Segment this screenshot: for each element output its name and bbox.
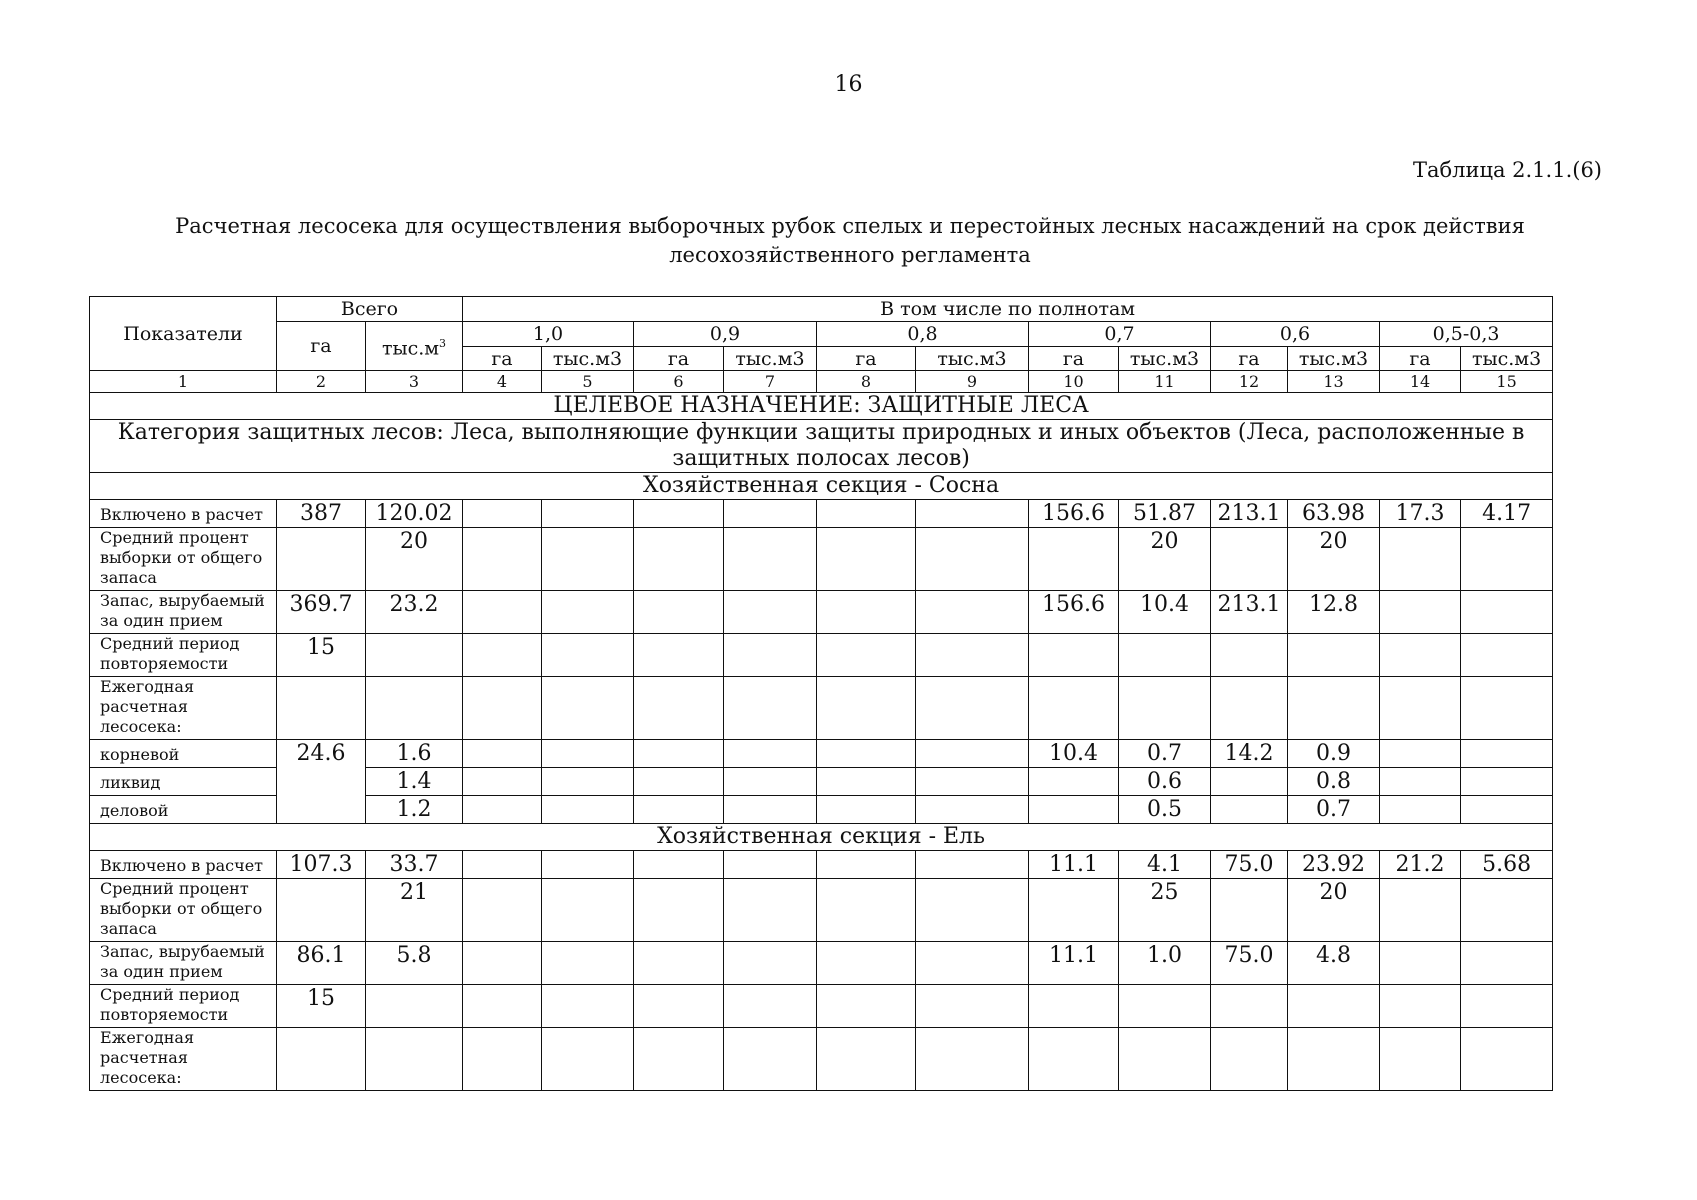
table-cell xyxy=(1380,879,1461,942)
table-cell xyxy=(634,879,724,942)
table-cell xyxy=(542,591,634,634)
table-cell: 14.2 xyxy=(1211,740,1288,768)
table-cell xyxy=(817,500,916,528)
row-label: Средний период повторяемости xyxy=(90,634,277,677)
table-cell xyxy=(1380,985,1461,1028)
table-cell xyxy=(817,677,916,740)
document-title: Расчетная лесосека для осуществления выборочных рубок спелых и перестойных лесных насаждений на срок действия лесохозяйственного регламента xyxy=(175,214,1525,267)
table-cell xyxy=(916,634,1029,677)
table-row xyxy=(90,851,1553,879)
table-row xyxy=(90,677,1553,740)
table-cell xyxy=(542,528,634,591)
table-cell xyxy=(634,500,724,528)
page-number: 16 xyxy=(834,72,863,97)
unit-ha: га xyxy=(634,347,724,371)
table-cell: 120.02 xyxy=(366,500,463,528)
table-cell xyxy=(542,851,634,879)
table-cell xyxy=(1461,528,1553,591)
table-cell: 15 xyxy=(277,634,366,677)
table-cell xyxy=(916,677,1029,740)
table-cell xyxy=(916,942,1029,985)
table-cell xyxy=(542,677,634,740)
row-label: Ежегодная расчетная лесосека: xyxy=(90,677,277,740)
table-cell xyxy=(724,985,817,1028)
table-cell xyxy=(463,851,542,879)
row-label: Средний процент выборки от общего запаса xyxy=(90,528,277,591)
table-cell xyxy=(916,985,1029,1028)
header-total: Всего xyxy=(277,297,463,322)
table-cell xyxy=(1211,1028,1288,1091)
header-density-0-7: 0,7 xyxy=(1029,322,1211,347)
unit-thous-m3: тыс.м3 xyxy=(1288,347,1380,371)
table-cell xyxy=(724,796,817,824)
table-cell xyxy=(1119,634,1211,677)
table-row xyxy=(90,740,1553,768)
column-number: 1 xyxy=(90,371,277,393)
table-row xyxy=(90,634,1553,677)
row-label: ликвид xyxy=(90,768,277,796)
column-number: 3 xyxy=(366,371,463,393)
table-cell xyxy=(1461,942,1553,985)
table-cell xyxy=(724,1028,817,1091)
table-cell xyxy=(463,1028,542,1091)
table-cell xyxy=(542,1028,634,1091)
superscript-3: 3 xyxy=(439,336,447,350)
table-cell xyxy=(1119,677,1211,740)
table-cell xyxy=(1119,985,1211,1028)
table-cell xyxy=(463,634,542,677)
table-cell xyxy=(1461,634,1553,677)
table-cell xyxy=(634,768,724,796)
table-cell xyxy=(542,942,634,985)
table-cell xyxy=(463,942,542,985)
column-number: 8 xyxy=(817,371,916,393)
table-row xyxy=(90,528,1553,591)
table-cell xyxy=(1461,768,1553,796)
table-cell xyxy=(634,985,724,1028)
row-label: Средний период повторяемости xyxy=(90,985,277,1028)
table-cell: 20 xyxy=(1288,528,1380,591)
unit-ha: га xyxy=(1211,347,1288,371)
table-cell: 0.9 xyxy=(1288,740,1380,768)
table-cell xyxy=(1380,768,1461,796)
table-cell: 51.87 xyxy=(1119,500,1211,528)
table-cell xyxy=(1461,985,1553,1028)
table-cell xyxy=(634,528,724,591)
table-cell xyxy=(1211,985,1288,1028)
table-cell xyxy=(542,768,634,796)
table-cell xyxy=(1461,879,1553,942)
table-cell: 213.1 xyxy=(1211,591,1288,634)
header-indicators: Показатели xyxy=(90,297,277,371)
row-label: Ежегодная расчетная лесосека: xyxy=(90,1028,277,1091)
table-cell xyxy=(366,634,463,677)
table-cell xyxy=(724,528,817,591)
unit-thous-m3: тыс.м3 xyxy=(1461,347,1553,371)
purpose-banner: ЦЕЛЕВОЕ НАЗНАЧЕНИЕ: ЗАЩИТНЫЕ ЛЕСА xyxy=(90,393,1553,420)
unit-ha: га xyxy=(1380,347,1461,371)
table-cell xyxy=(724,591,817,634)
row-label: Запас, вырубаемый за один прием xyxy=(90,591,277,634)
table-row xyxy=(90,879,1553,942)
table-cell: 1.4 xyxy=(366,768,463,796)
table-cell xyxy=(542,634,634,677)
unit-thous-m3: тыс.м3 xyxy=(542,347,634,371)
table-cell xyxy=(463,591,542,634)
table-cell: 156.6 xyxy=(1029,591,1119,634)
unit-ha: га xyxy=(817,347,916,371)
table-cell xyxy=(1380,591,1461,634)
table-cell xyxy=(1029,985,1119,1028)
table-cell: 0.8 xyxy=(1288,768,1380,796)
table-cell xyxy=(1029,796,1119,824)
column-number: 7 xyxy=(724,371,817,393)
table-cell xyxy=(1029,634,1119,677)
table-cell xyxy=(1119,1028,1211,1091)
table-cell xyxy=(724,677,817,740)
table-cell xyxy=(1288,634,1380,677)
column-number: 4 xyxy=(463,371,542,393)
header-density-1-0: 1,0 xyxy=(463,322,634,347)
table-cell xyxy=(1029,677,1119,740)
table-cell: 12.8 xyxy=(1288,591,1380,634)
header-total-volume-text: тыс.м xyxy=(381,337,440,360)
row-label: деловой xyxy=(90,796,277,824)
table-cell xyxy=(1461,677,1553,740)
table-cell xyxy=(1211,768,1288,796)
cutting-area-table xyxy=(89,296,1553,1091)
table-cell xyxy=(1380,942,1461,985)
table-cell xyxy=(724,942,817,985)
table-cell: 0.6 xyxy=(1119,768,1211,796)
category-banner: Категория защитных лесов: Леса, выполняющие функции защиты природных и иных объектов (Леса, расположенные в защитных полосах лесов) xyxy=(90,420,1553,473)
table-cell xyxy=(542,985,634,1028)
table-cell xyxy=(1380,1028,1461,1091)
table-cell xyxy=(817,942,916,985)
table-cell xyxy=(817,528,916,591)
table-cell xyxy=(634,796,724,824)
table-cell xyxy=(1288,985,1380,1028)
column-number: 5 xyxy=(542,371,634,393)
table-cell xyxy=(1211,677,1288,740)
row-label: Включено в расчет xyxy=(90,851,277,879)
section-header: Хозяйственная секция - Ель xyxy=(90,824,1553,851)
column-number: 13 xyxy=(1288,371,1380,393)
table-cell xyxy=(542,500,634,528)
section-header: Хозяйственная секция - Сосна xyxy=(90,473,1553,500)
column-number: 6 xyxy=(634,371,724,393)
table-cell xyxy=(366,1028,463,1091)
table-cell xyxy=(1380,634,1461,677)
table-cell xyxy=(463,768,542,796)
table-cell xyxy=(1211,634,1288,677)
table-cell xyxy=(277,1028,366,1091)
table-cell: 75.0 xyxy=(1211,851,1288,879)
table-cell xyxy=(916,796,1029,824)
header-density-0-5-0-3: 0,5-0,3 xyxy=(1380,322,1553,347)
table-cell xyxy=(1380,677,1461,740)
row-label: Средний процент выборки от общего запаса xyxy=(90,879,277,942)
row-label: Запас, вырубаемый за один прием xyxy=(90,942,277,985)
table-cell xyxy=(1461,1028,1553,1091)
table-cell: 1.0 xyxy=(1119,942,1211,985)
header-density-0-6: 0,6 xyxy=(1211,322,1380,347)
header-total-volume xyxy=(366,322,463,371)
header-total-ha: га xyxy=(277,322,366,371)
table-cell xyxy=(463,985,542,1028)
table-cell xyxy=(724,768,817,796)
column-number: 10 xyxy=(1029,371,1119,393)
table-cell: 11.1 xyxy=(1029,942,1119,985)
column-number: 15 xyxy=(1461,371,1553,393)
table-cell xyxy=(542,796,634,824)
table-cell xyxy=(1029,879,1119,942)
table-cell xyxy=(1211,796,1288,824)
table-cell: 11.1 xyxy=(1029,851,1119,879)
annual-ha-total: 24.6 xyxy=(277,740,366,824)
table-cell: 4.1 xyxy=(1119,851,1211,879)
table-cell xyxy=(916,500,1029,528)
table-cell xyxy=(1288,677,1380,740)
table-cell: 10.4 xyxy=(1029,740,1119,768)
table-cell: 369.7 xyxy=(277,591,366,634)
table-cell xyxy=(724,634,817,677)
table-cell: 25 xyxy=(1119,879,1211,942)
table-cell xyxy=(634,1028,724,1091)
table-cell xyxy=(1211,528,1288,591)
header-by-density: В том числе по полнотам xyxy=(463,297,1553,322)
table-cell xyxy=(817,740,916,768)
table-row xyxy=(90,1028,1553,1091)
header-density-0-8: 0,8 xyxy=(817,322,1029,347)
column-number: 9 xyxy=(916,371,1029,393)
table-cell xyxy=(463,500,542,528)
table-cell: 0.7 xyxy=(1288,796,1380,824)
table-cell xyxy=(277,528,366,591)
table-cell: 21 xyxy=(366,879,463,942)
table-cell xyxy=(817,591,916,634)
header-density-0-9: 0,9 xyxy=(634,322,817,347)
table-cell: 10.4 xyxy=(1119,591,1211,634)
table-cell: 213.1 xyxy=(1211,500,1288,528)
table-cell: 107.3 xyxy=(277,851,366,879)
table-cell xyxy=(916,740,1029,768)
table-cell xyxy=(463,796,542,824)
table-cell: 33.7 xyxy=(366,851,463,879)
table-cell xyxy=(634,677,724,740)
table-cell xyxy=(366,985,463,1028)
unit-thous-m3: тыс.м3 xyxy=(724,347,817,371)
table-cell: 75.0 xyxy=(1211,942,1288,985)
table-cell xyxy=(817,985,916,1028)
table-cell xyxy=(634,942,724,985)
table-row xyxy=(90,591,1553,634)
table-cell xyxy=(1461,591,1553,634)
table-cell xyxy=(916,591,1029,634)
column-number: 2 xyxy=(277,371,366,393)
table-cell: 156.6 xyxy=(1029,500,1119,528)
table-cell xyxy=(916,879,1029,942)
column-number: 11 xyxy=(1119,371,1211,393)
table-cell xyxy=(1288,1028,1380,1091)
table-cell: 0.7 xyxy=(1119,740,1211,768)
table-cell xyxy=(724,851,817,879)
table-row xyxy=(90,500,1553,528)
table-cell xyxy=(542,740,634,768)
table-cell: 15 xyxy=(277,985,366,1028)
table-cell xyxy=(916,851,1029,879)
table-cell xyxy=(542,879,634,942)
table-cell xyxy=(277,879,366,942)
table-cell xyxy=(916,1028,1029,1091)
table-cell xyxy=(817,796,916,824)
unit-thous-m3: тыс.м3 xyxy=(916,347,1029,371)
unit-ha: га xyxy=(463,347,542,371)
table-cell xyxy=(366,677,463,740)
table-cell xyxy=(463,879,542,942)
table-cell: 63.98 xyxy=(1288,500,1380,528)
table-cell: 5.8 xyxy=(366,942,463,985)
table-cell xyxy=(463,677,542,740)
table-cell xyxy=(1211,879,1288,942)
row-label: Включено в расчет xyxy=(90,500,277,528)
table-cell xyxy=(1380,740,1461,768)
table-cell: 20 xyxy=(1288,879,1380,942)
table-cell xyxy=(724,740,817,768)
table-cell: 4.8 xyxy=(1288,942,1380,985)
table-cell xyxy=(277,677,366,740)
table-cell xyxy=(1029,768,1119,796)
unit-ha: га xyxy=(1029,347,1119,371)
table-cell xyxy=(817,879,916,942)
table-cell: 21.2 xyxy=(1380,851,1461,879)
table-cell: 0.5 xyxy=(1119,796,1211,824)
table-cell: 23.2 xyxy=(366,591,463,634)
table-cell xyxy=(1380,528,1461,591)
table-cell xyxy=(724,500,817,528)
table-cell xyxy=(634,851,724,879)
table-cell: 86.1 xyxy=(277,942,366,985)
table-cell xyxy=(916,768,1029,796)
table-cell xyxy=(916,528,1029,591)
table-cell xyxy=(463,740,542,768)
table-cell xyxy=(1029,1028,1119,1091)
table-cell xyxy=(634,740,724,768)
table-cell: 1.2 xyxy=(366,796,463,824)
table-cell xyxy=(817,768,916,796)
table-cell: 1.6 xyxy=(366,740,463,768)
table-row xyxy=(90,942,1553,985)
table-cell: 20 xyxy=(366,528,463,591)
column-number: 12 xyxy=(1211,371,1288,393)
table-cell: 5.68 xyxy=(1461,851,1553,879)
table-cell: 23.92 xyxy=(1288,851,1380,879)
table-cell xyxy=(817,851,916,879)
table-cell xyxy=(1029,528,1119,591)
unit-thous-m3: тыс.м3 xyxy=(1119,347,1211,371)
table-cell: 4.17 xyxy=(1461,500,1553,528)
table-cell xyxy=(1380,796,1461,824)
table-cell xyxy=(1461,740,1553,768)
table-cell xyxy=(817,1028,916,1091)
table-cell xyxy=(1461,796,1553,824)
table-cell xyxy=(634,591,724,634)
table-cell xyxy=(463,528,542,591)
table-label: Таблица 2.1.1.(6) xyxy=(1412,158,1602,182)
table-cell xyxy=(634,634,724,677)
table-cell xyxy=(817,634,916,677)
table-cell: 387 xyxy=(277,500,366,528)
table-row xyxy=(90,985,1553,1028)
row-label: корневой xyxy=(90,740,277,768)
table-cell: 20 xyxy=(1119,528,1211,591)
column-number: 14 xyxy=(1380,371,1461,393)
table-cell xyxy=(724,879,817,942)
table-cell: 17.3 xyxy=(1380,500,1461,528)
